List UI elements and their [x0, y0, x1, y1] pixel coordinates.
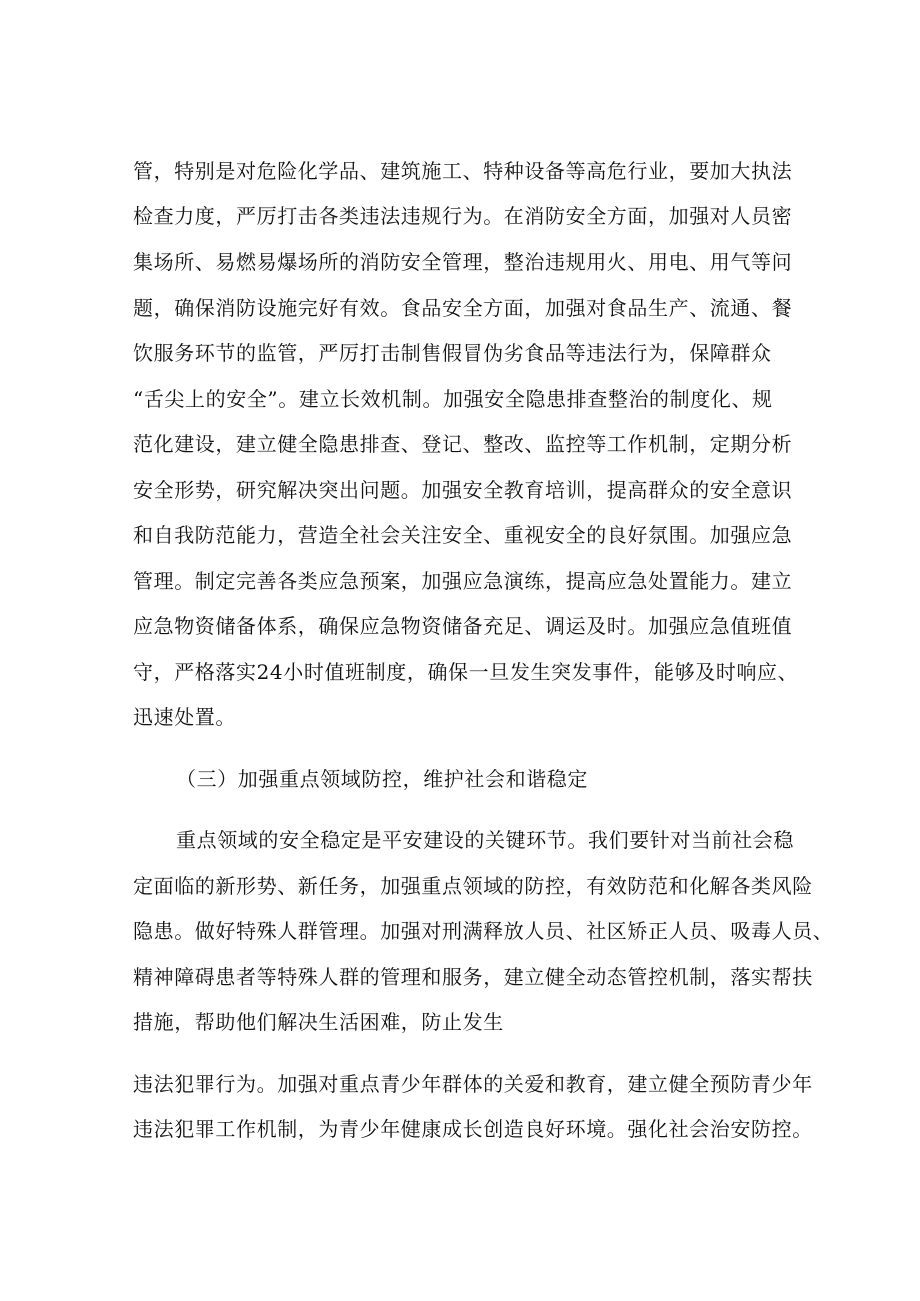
text-line: 和自我防范能力，营造全社会关注安全、重视安全的良好氛围。加强应急	[133, 523, 793, 547]
text-line: 迅速处置。	[133, 705, 236, 729]
text-line: 重点领域的安全稳定是平安建设的关键环节。我们要针对当前社会稳	[176, 828, 794, 852]
text-line: 题，确保消防设施完好有效。食品安全方面，加强对食品生产、流通、餐	[133, 296, 793, 320]
text-line: 安全形势，研究解决突出问题。加强安全教育培训，提高群众的安全意识	[133, 478, 793, 502]
text-line: 检查力度，严厉打击各类违法违规行为。在消防安全方面，加强对人员密	[133, 204, 793, 228]
text-line: 管理。制定完善各类应急预案，加强应急演练，提高应急处置能力。建立	[133, 569, 793, 593]
section-heading: （三）加强重点领域防控，维护社会和谐稳定	[176, 767, 588, 791]
text-line: 管，特别是对危险化学品、建筑施工、特种设备等高危行业，要加大执法	[133, 159, 793, 183]
text-line: 违法犯罪工作机制，为青少年健康成长创造良好环境。强化社会治安防控。	[133, 1117, 813, 1141]
text-line: 饮服务环节的监管，严厉打击制售假冒伪劣食品等违法行为，保障群众	[133, 341, 772, 365]
text-line: 精神障碍患者等特殊人群的管理和服务，建立健全动态管控机制，落实帮扶	[133, 965, 813, 989]
text-line: 违法犯罪行为。加强对重点青少年群体的关爱和教育，建立健全预防青少年	[133, 1072, 813, 1096]
text-line: 隐患。做好特殊人群管理。加强对刑满释放人员、社区矫正人员、吸毒人员、	[133, 919, 834, 943]
text-line: 措施，帮助他们解决生活困难，防止发生	[133, 1010, 504, 1034]
text-line: 范化建设，建立健全隐患排查、登记、整改、监控等工作机制，定期分析	[133, 432, 793, 456]
text-line: 集场所、易燃易爆场所的消防安全管理，整治违规用火、用电、用气等问	[133, 250, 793, 274]
text-line: 应急物资储备体系，确保应急物资储备充足、调运及时。加强应急值班值	[133, 614, 793, 638]
text-line: 定面临的新形势、新任务，加强重点领域的防控，有效防范和化解各类风险	[133, 874, 813, 898]
text-line: 守，严格落实24小时值班制度，确保一旦发生突发事件，能够及时响应、	[133, 660, 799, 684]
text-line: “舌尖上的安全”。建立长效机制。加强安全隐患排查整治的制度化、规	[133, 387, 773, 411]
